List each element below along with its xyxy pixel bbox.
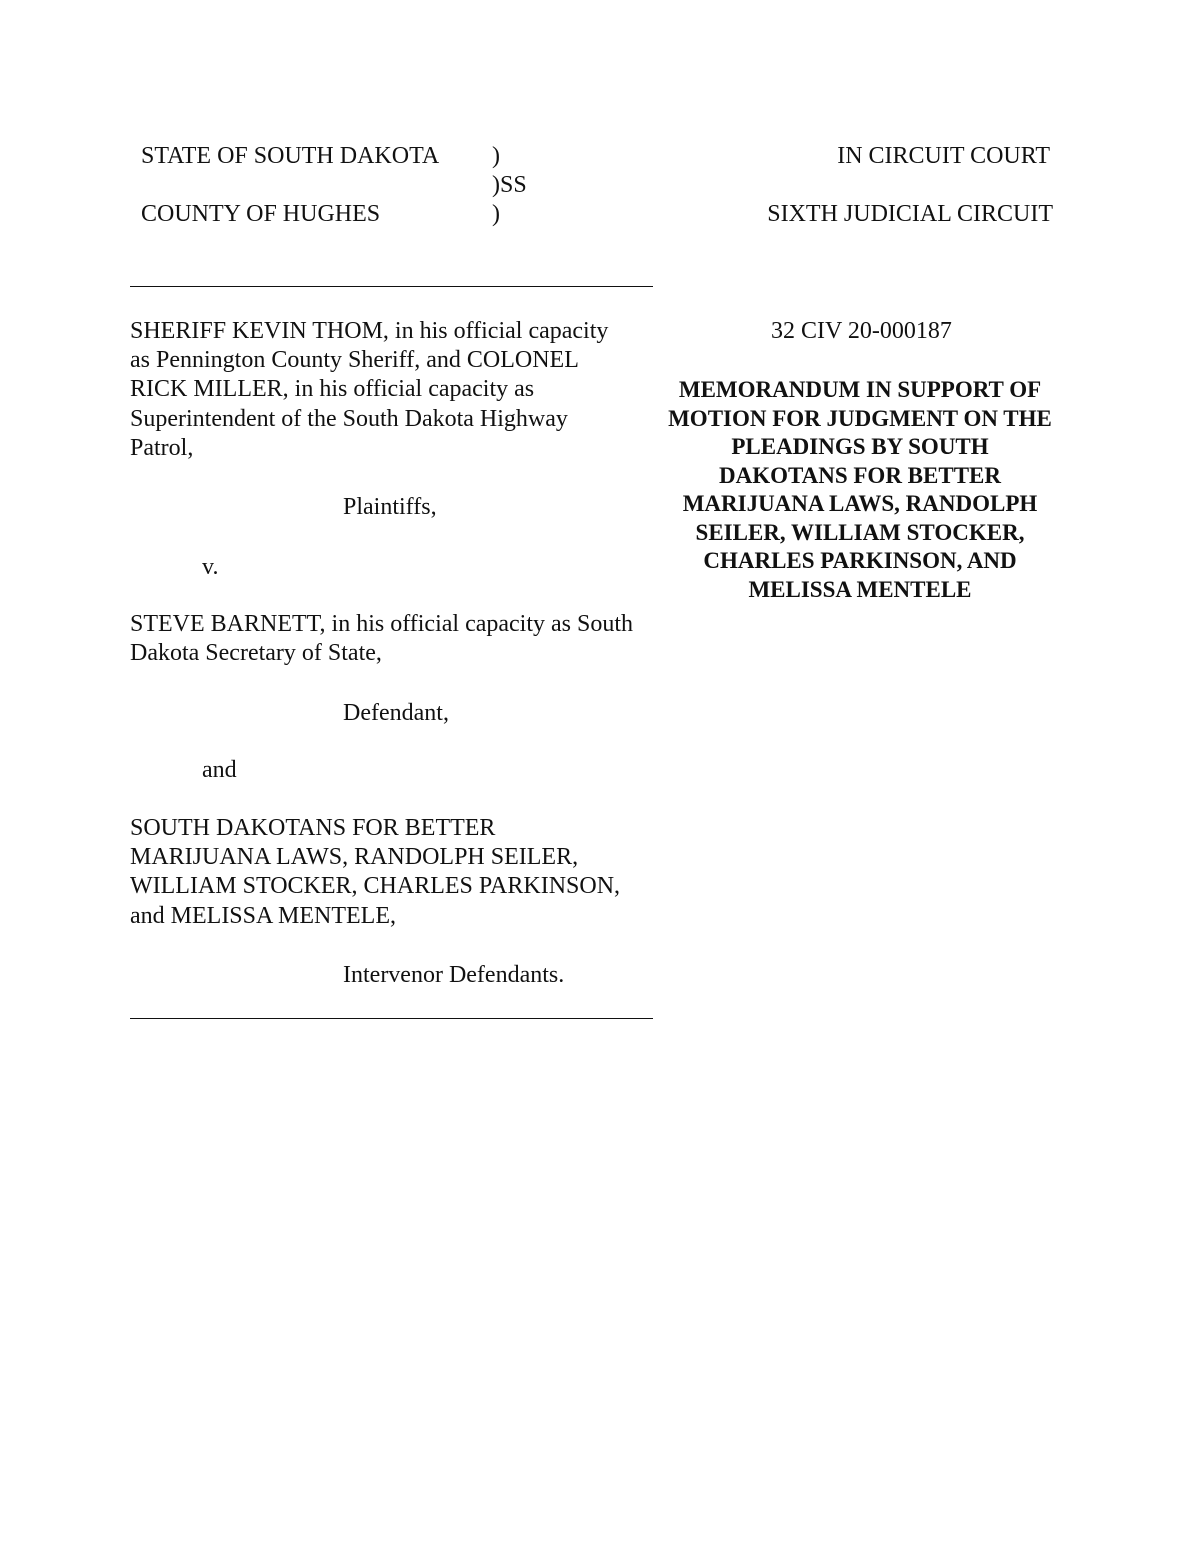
intervenors-label: Intervenor Defendants. [343,962,565,988]
defendant-line: STEVE BARNETT, in his official capacity as South [130,611,634,637]
and-label: and [202,757,237,783]
caption-paren-top: ) [492,143,500,169]
plaintiffs-label: Plaintiffs, [343,494,437,520]
versus-label: v. [202,554,219,580]
court-label: IN CIRCUIT COURT [837,143,1050,169]
caption-bottom-rule [130,1018,653,1019]
plaintiffs-line: Patrol, [130,434,194,461]
plaintiffs-line: SHERIFF KEVIN THOM, in his official capacity [130,318,609,344]
intervenors-line: WILLIAM STOCKER, CHARLES PARKINSON, [130,873,621,900]
memorandum-title [650,376,1070,604]
plaintiffs-line: Superintendent of the South Dakota Highway [130,405,568,432]
state-label: STATE OF SOUTH DAKOTA [141,143,440,169]
memorandum-title-line: MARIJUANA LAWS, RANDOLPH [682,491,1038,516]
caption-paren-bottom: ) [492,201,500,227]
memorandum-title-line: SEILER, WILLIAM STOCKER, [695,519,1025,545]
caption-paren-ss: )SS [492,172,527,198]
caption-top-rule [130,286,653,287]
plaintiffs-line: as Pennington County Sheriff, and COLONEL [130,347,579,374]
memorandum-title-line: DAKOTANS FOR BETTER [718,462,1001,488]
plaintiffs-block [130,317,608,463]
defendant-block [130,610,633,668]
case-number: 32 CIV 20-000187 [771,318,952,344]
intervenors-line: and MELISSA MENTELE, [130,902,396,929]
county-label: COUNTY OF HUGHES [141,201,381,227]
memorandum-title-line: MEMORANDUM IN SUPPORT OF [678,377,1042,402]
circuit-label: SIXTH JUDICIAL CIRCUIT [767,201,1053,227]
intervenors-line: SOUTH DAKOTANS FOR BETTER [130,815,496,841]
defendant-line: Dakota Secretary of State, [130,640,382,667]
memorandum-title-line: MELISSA MENTELE [748,576,972,602]
plaintiffs-line: RICK MILLER, in his official capacity as [130,376,535,403]
intervenors-line: MARIJUANA LAWS, RANDOLPH SEILER, [130,844,579,871]
memorandum-title-line: CHARLES PARKINSON, AND [703,548,1017,573]
memorandum-title-line: MOTION FOR JUDGMENT ON THE [668,405,1052,431]
defendant-label: Defendant, [343,700,449,726]
intervenors-block [130,814,620,931]
memorandum-title-line: PLEADINGS BY SOUTH [731,434,989,459]
